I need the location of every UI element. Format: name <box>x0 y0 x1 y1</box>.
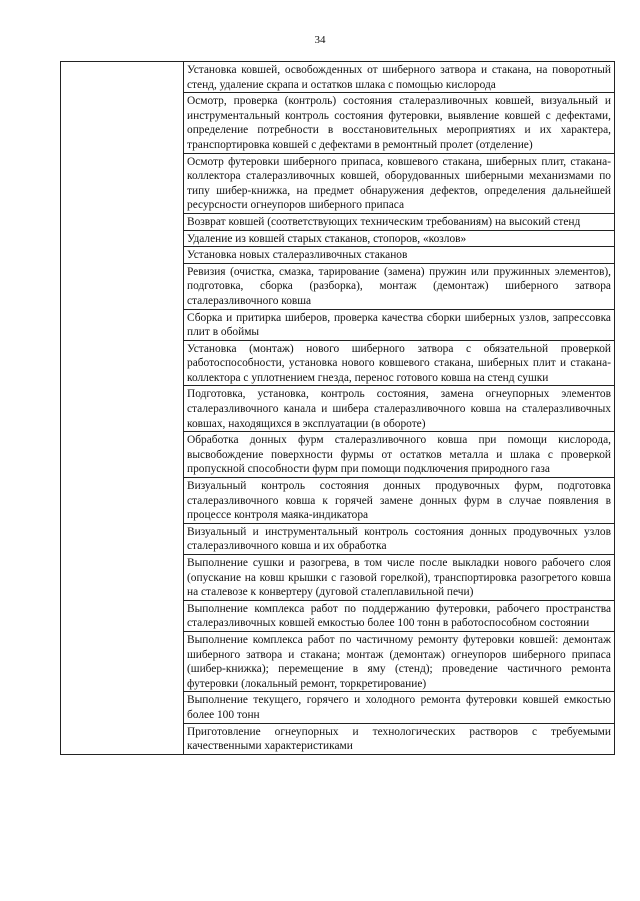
table-cell: Выполнение текущего, горячего и холодного ремонта футеровки ковшей емкостью более 100 тонн <box>184 692 615 723</box>
table-cell: Возврат ковшей (соответствующих техническим требованиям) на высокий стенд <box>184 213 615 230</box>
table-row <box>61 62 615 93</box>
table-cell: Визуальный контроль состояния донных продувочных фурм, подготовка сталеразливочного ковша к горячей замене донных фурм в случае появления в процессе контроля маяка-индикатора <box>184 478 615 524</box>
page-number: 34 <box>314 34 326 46</box>
empty-left-cell <box>61 62 184 755</box>
table-cell: Выполнение сушки и разогрева, в том числе после выкладки нового рабочего слоя (опускание на ковш крышки с газовой горелкой), транспортировка разогретого ковша на сталевозе к конвертеру (дуговой сталеплавильной печи) <box>184 555 615 601</box>
table-cell: Визуальный и инструментальный контроль состояния донных продувочных узлов сталеразливочного ковша и их обработка <box>184 523 615 554</box>
table-cell: Выполнение комплекса работ по частичному ремонту футеровки ковшей: демонтаж шиберного затвора и стакана; монтаж (демонтаж) огнеупоров шиберного припаса (шибер-книжка); перемещение в яму (стенд); проведение частичного ремонта футеровки (локальный ремонт, торкретирование) <box>184 631 615 691</box>
table-cell: Сборка и притирка шиберов, проверка качества сборки шиберных узлов, запрессовка плит в обоймы <box>184 309 615 340</box>
table-cell: Установка (монтаж) нового шиберного затвора с обязательной проверкой работоспособности, установка нового ковшевого стакана, шиберных плит и стакана-коллектора с уплотнением гнезда, перенос готового ковша на стенд сушки <box>184 340 615 386</box>
table-cell: Установка новых сталеразливочных стаканов <box>184 247 615 264</box>
table-cell: Выполнение комплекса работ по поддержанию футеровки, рабочего пространства сталеразливочных ковшей емкостью более 100 тонн в работоспособном состоянии <box>184 600 615 631</box>
table-cell: Осмотр, проверка (контроль) состояния сталеразливочных ковшей, визуальный и инструментальный контроль состояния футеровки, выявление ковшей с дефектами, определение потребности в восстановительных мероприятиях и их характера, транспортировка ковшей с дефектами в ремонтный пролет (отделение) <box>184 93 615 153</box>
table-cell: Приготовление огнеупорных и технологических растворов с требуемыми качественными характеристиками <box>184 723 615 754</box>
table-cell: Установка ковшей, освобожденных от шиберного затвора и стакана, на поворотный стенд, удаление скрапа и остатков шлака с помощью кислорода <box>184 62 615 93</box>
table-cell: Осмотр футеровки шиберного припаса, ковшевого стакана, шиберных плит, стакана-коллектора сталеразливочных ковшей, оборудованных шиберными механизмами по типу шибер-книжка, на предмет обнаружения дефектов, определения дальнейшей ресурсности огнеупоров шиберного припаса <box>184 153 615 213</box>
table-cell: Ревизия (очистка, смазка, тарирование (замена) пружин или пружинных элементов), подготовка, сборка (разборка), монтаж (демонтаж) шиберного затвора сталеразливочного ковша <box>184 263 615 309</box>
table-cell: Удаление из ковшей старых стаканов, стопоров, «козлов» <box>184 230 615 247</box>
table-cell: Обработка донных фурм сталеразливочного ковша при помощи кислорода, высвобождение поверхности фурмы от остатков металла и шлака с проверкой пропускной способности фурм при помощи подключения природного газа <box>184 432 615 478</box>
table-cell: Подготовка, установка, контроль состояния, замена огнеупорных элементов сталеразливочного канала и шибера сталеразливочного ковша на сталеразливочных ковшах, находящихся в эксплуатации (в обороте) <box>184 386 615 432</box>
labor-functions-table <box>60 61 615 755</box>
